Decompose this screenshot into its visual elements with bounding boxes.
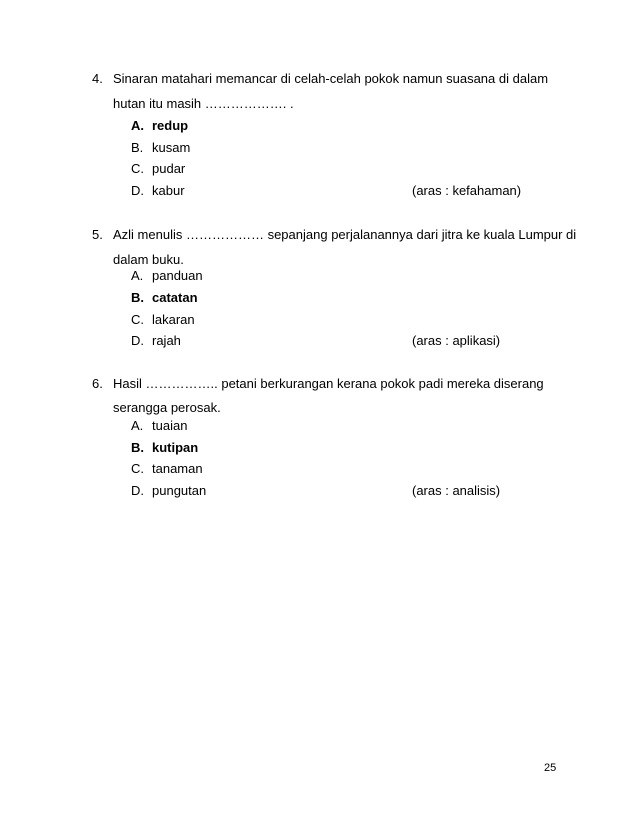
cognitive-level: (aras : kefahaman)	[412, 183, 522, 198]
question-stem-line-2: hutan itu masih ………………. .	[113, 96, 294, 111]
cognitive-level: (aras : aplikasi)	[412, 333, 501, 348]
question-stem-line-2: dalam buku.	[113, 252, 184, 267]
option-letter: B.	[131, 290, 144, 305]
question-stem-line-1: Hasil …………….. petani berkurangan kerana pokok padi mereka diserang	[113, 376, 544, 391]
option-letter: C.	[131, 161, 144, 176]
option-text: kabur	[152, 183, 185, 198]
question-number: 5.	[92, 227, 103, 242]
question-stem-line-1: Sinaran matahari memancar di celah-celah pokok namun suasana di dalam	[113, 71, 549, 86]
page-number: 25	[544, 762, 557, 774]
option-letter: B.	[131, 440, 144, 455]
option-text: rajah	[152, 333, 181, 348]
option-text: pungutan	[152, 483, 207, 498]
option-text: lakaran	[152, 312, 195, 327]
option-letter: B.	[131, 140, 144, 155]
option-text: tuaian	[152, 418, 188, 433]
option-text: catatan	[152, 290, 198, 305]
question-stem-line-2: serangga perosak.	[113, 400, 221, 415]
option-letter: A.	[131, 118, 144, 133]
option-text: redup	[152, 118, 189, 133]
option-text: pudar	[152, 161, 186, 176]
question-number: 6.	[92, 376, 103, 391]
option-letter: C.	[131, 461, 144, 476]
option-letter: C.	[131, 312, 144, 327]
question-stem-line-1: Azli menulis ……………… sepanjang perjalanannya dari jitra ke kuala Lumpur di	[113, 227, 577, 242]
option-letter: D.	[131, 483, 144, 498]
question-number: 4.	[92, 71, 103, 86]
option-text: kusam	[152, 140, 191, 155]
option-letter: A.	[131, 418, 144, 433]
option-letter: D.	[131, 183, 144, 198]
option-letter: D.	[131, 333, 144, 348]
option-letter: A.	[131, 268, 144, 283]
cognitive-level: (aras : analisis)	[412, 483, 501, 498]
option-text: tanaman	[152, 461, 203, 476]
option-text: panduan	[152, 268, 203, 283]
option-text: kutipan	[152, 440, 199, 455]
